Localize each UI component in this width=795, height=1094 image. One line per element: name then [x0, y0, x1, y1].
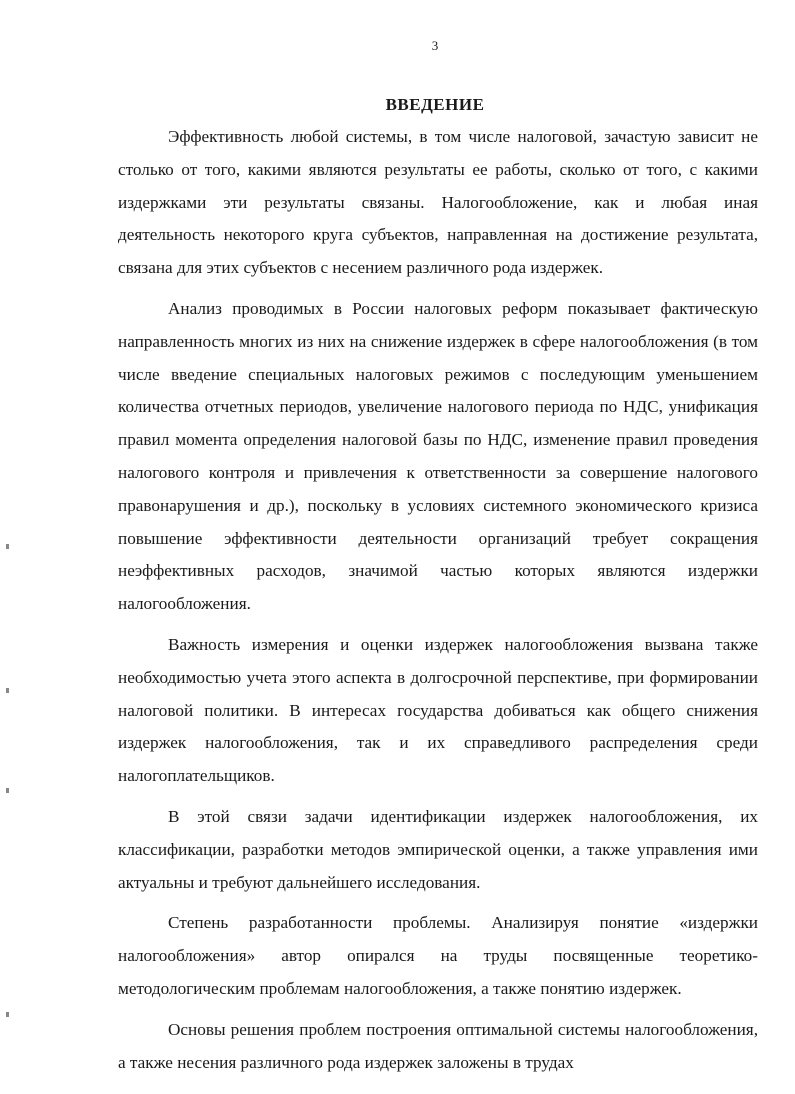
document-body — [118, 121, 758, 1079]
paragraph-2: Анализ проводимых в России налоговых реформ показывает фактическую направленность многих из них на снижение издержек в сфере налогообложения (в том числе введение специальных налоговых режимов с последующим уменьшением количества отчетных периодов, увеличение налогового периода по НДС, унификация правил момента определения налоговой базы по НДС, изменение правил проведения налогового контроля и привлечения к ответственности за совершение налогового правонарушения и др.), поскольку в условиях системного экономического кризиса повышение эффективности деятельности организаций требует сокращения неэффективных расходов, значимой частью которых являются издержки налогообложения. — [118, 298, 758, 614]
scan-mark — [6, 544, 9, 549]
paragraph-3: Важность измерения и оценки издержек налогообложения вызвана также необходимостью учета этого аспекта в долгосрочной перспективе, при формировании налоговой политики. В интересах государства добиваться как общего снижения издержек налогообложения, так и их справедливого распределения среди налогоплательщиков. — [118, 634, 758, 786]
scan-mark — [6, 1012, 9, 1017]
scan-mark — [6, 688, 9, 693]
paragraph-4: В этой связи задачи идентификации издержек налогообложения, их классификации, разработки методов эмпирической оценки, а также управления ими актуальны и требуют дальнейшего исследования. — [118, 806, 758, 892]
page-number: 3 — [431, 38, 439, 53]
scan-mark — [6, 788, 9, 793]
paragraph-5: Степень разработанности проблемы. Анализируя понятие «издержки налогообложения» автор опирался на труды посвященные теоретико-методологическим проблемам налогообложения, а также понятию издержек. — [118, 913, 758, 998]
paragraph-6: Основы решения проблем построения оптимальной системы налогообложения, а также несения различного рода издержек заложены в трудах — [118, 1019, 758, 1072]
page-title: ВВЕДЕНИЕ — [385, 95, 485, 114]
paragraph-1: Эффективность любой системы, в том числе налоговой, зачастую зависит не столько от того, какими являются результаты ее работы, сколько от того, с какими издержками эти результаты связаны. Налогообложение, как и любая иная деятельность некоторого круга субъектов, направленная на достижение результата, связана для этих субъектов с несением различного рода издержек. — [118, 127, 758, 278]
